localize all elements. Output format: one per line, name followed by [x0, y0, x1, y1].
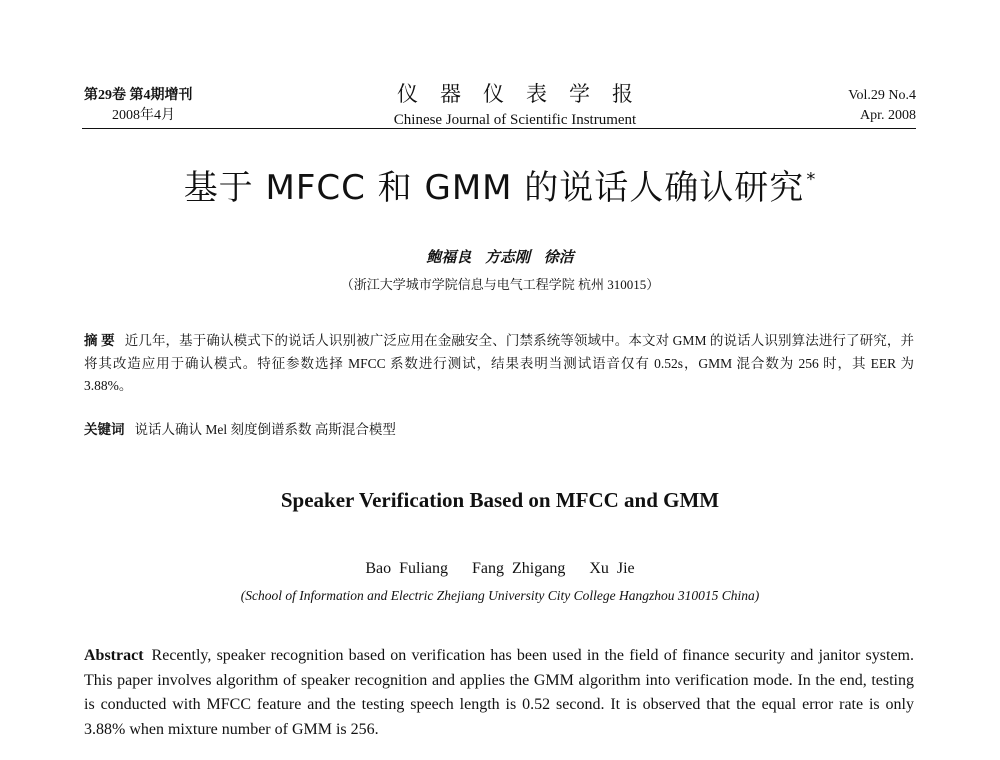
abstract-cn-text: 近几年，基于确认模式下的说话人识别被广泛应用在金融安全、门禁系统等领域中。本文对 GMM 的说话人识别算法进行了研究，并将其改造应用于确认模式。特征参数选择 MFCC 系数进行测试，结果表明当测试语音仅有 0.52s，GMM 混合数为 256 时，其 EER 为 3.88%。 [84, 333, 914, 393]
journal-name-en: Chinese Journal of Scientific Instrument [393, 112, 637, 128]
keywords-cn-text: 说话人确认 Mel 刻度倒谱系数 高斯混合模型 [134, 422, 396, 437]
abstract-cn [84, 330, 914, 398]
journal-name [360, 80, 670, 130]
journal-name-cn: 仪器仪表学报 [397, 82, 655, 106]
keywords-cn [84, 418, 914, 438]
affiliation-en: (School of Information and Electric Zhejiang University City College Hangzhou 310015 China) [240, 588, 760, 603]
abstract-cn-label: 摘 要 [84, 333, 115, 348]
abstract-en-label: Abstract [84, 647, 144, 664]
date-cn: 2008年4月 [112, 108, 175, 123]
date-en: Apr. 2008 [860, 108, 916, 123]
title-footnote-mark: * [806, 169, 817, 190]
header-left [84, 86, 193, 126]
keywords-cn-label: 关键词 [84, 422, 125, 437]
title-en: Speaker Verification Based on MFCC and GMM [280, 488, 720, 512]
volume-en: Vol.29 No.4 [848, 88, 916, 103]
abstract-en [84, 644, 914, 742]
title-cn-text: 基于 MFCC 和 GMM 的说话人确认研究 [183, 168, 805, 208]
author-1: Bao Fuliang [365, 560, 448, 577]
header-right [848, 86, 916, 126]
authors-en [0, 560, 1000, 578]
title-cn [0, 160, 1000, 209]
header-rule [82, 128, 916, 129]
volume-issue-cn: 第29卷 第4期增刊 [84, 88, 193, 103]
author-2: Fang Zhigang [472, 560, 566, 577]
authors-cn: 鲍福良 方志刚 徐洁 [426, 250, 574, 266]
affiliation-cn: （浙江大学城市学院信息与电气工程学院 杭州 310015） [340, 277, 660, 292]
abstract-en-text: Recently, speaker recognition based on verification has been used in the field of finance security and janitor system. This paper involves algorithm of speaker recognition and applies the GMM algorithm into verification mode. In the end, testing is conducted with MFCC feature and the testing speech length is 0.52 second. It is observed that the equal error rate is only 3.88% when mixture number of GMM is 256. [84, 647, 914, 738]
author-3: Xu Jie [589, 560, 635, 577]
